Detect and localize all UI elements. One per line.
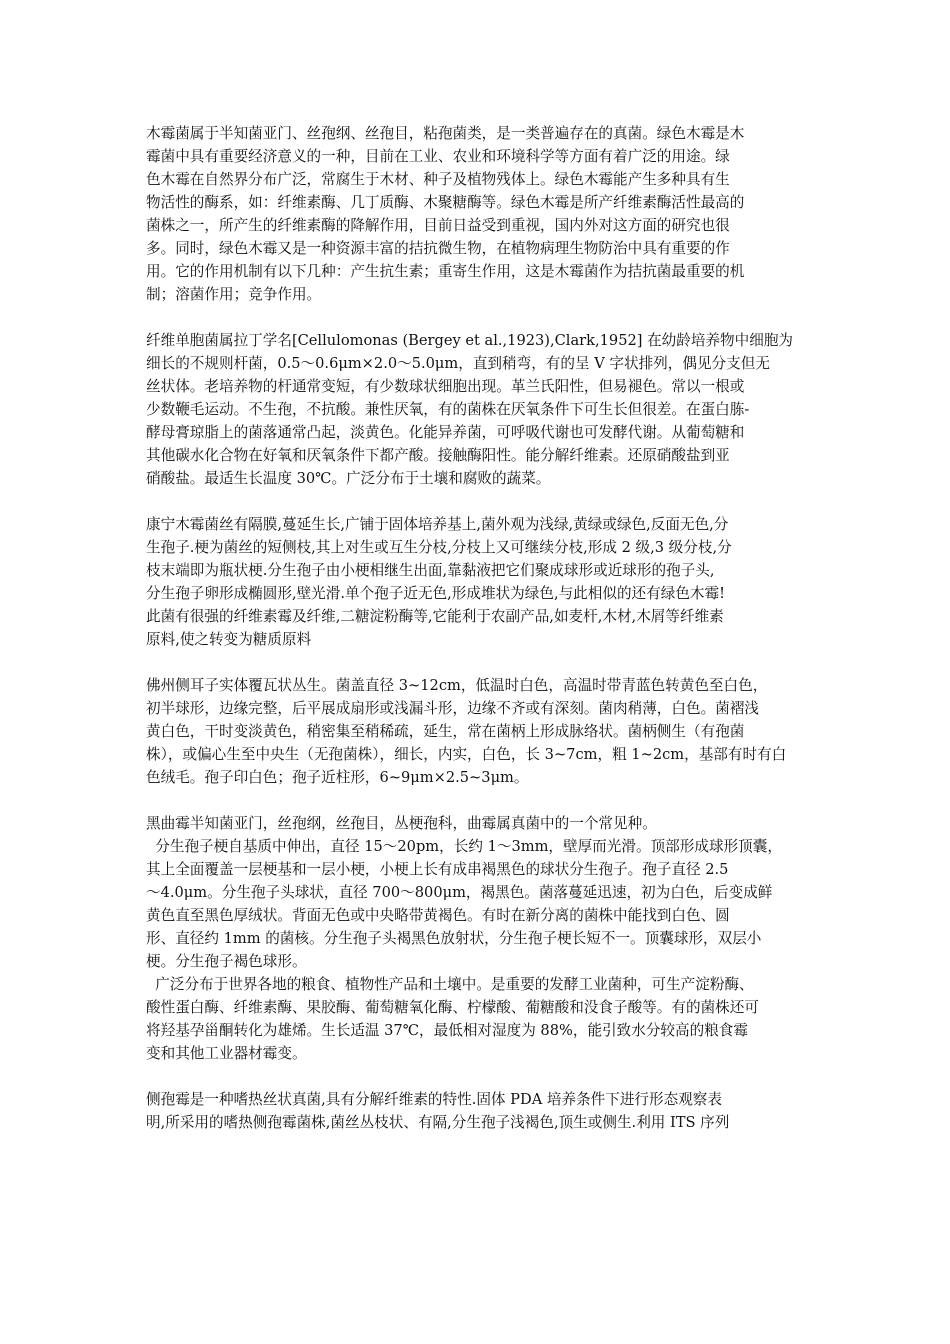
text-line: 多。同时，绿色木霉又是一种资源丰富的拮抗微生物，在植物病理生物防治中具有重要的作 [146,240,730,257]
text-line: 纤维单胞菌属拉丁学名[Cellulomonas (Bergey et al.,1923),Clark,1952] 在幼龄培养物中细胞为 [146,332,794,349]
text-line: 黄色直至黑色厚绒状。背面无色或中央略带黄褐色。有时在新分离的菌株中能找到白色、圆 [146,907,730,924]
text-line: 黄白色，干时变淡黄色，稍密集至稍稀疏，延生，常在菌柄上形成脉络状。菌柄侧生（有孢菌 [146,723,745,740]
paragraph-cellulomonas [146,329,806,490]
paragraph-sporotrichum [146,1088,806,1134]
text-line: 酵母膏琼脂上的菌落通常凸起，淡黄色。化能异养菌，可呼吸代谢也可发酵代谢。从葡萄糖和 [146,424,745,441]
text-line: 少数鞭毛运动。不生孢，不抗酸。兼性厌氧，有的菌株在厌氧条件下可生长但很差。在蛋白胨- [146,401,750,418]
text-line: 色绒毛。孢子印白色；孢子近柱形，6~9μm×2.5~3μm。 [146,769,529,786]
text-line: 侧孢霉是一种嗜热丝状真菌,具有分解纤维素的特性.固体 PDA 培养条件下进行形态观察表 [146,1091,722,1108]
text-line: 霉菌中具有重要经济意义的一种，目前在工业、农业和环境科学等方面有着广泛的用途。绿 [146,148,730,165]
text-line: 分生孢子梗自基质中伸出，直径 15～20pm，长约 1～3mm，壁厚而光滑。顶部形成球形顶囊， [146,838,782,855]
text-line: 细长的不规则杆菌，0.5～0.6μm×2.0～5.0μm，直到稍弯，有的呈 V 字状排列，偶见分支但无 [146,355,770,372]
text-line: 明,所采用的嗜热侧孢霉菌株,菌丝丛枝状、有隔,分生孢子浅褐色,顶生或侧生.利用 ITS 序列 [146,1114,730,1131]
paragraph-pleurotus [146,674,806,789]
document-body [146,122,806,1134]
text-line: 株），或偏心生至中央生（无孢菌株），细长，内实，白色，长 3~7cm，粗 1~2cm，基部有时有白 [146,746,787,763]
text-line: ～4.0μm。分生孢子头球状，直径 700～800μm，褐黑色。菌落蔓延迅速，初为白色，后变成鲜 [146,884,773,901]
text-line: 分生孢子卵形成椭圆形,壁光滑.单个孢子近无色,形成堆状为绿色,与此相似的还有绿色木霉! [146,585,725,602]
text-line: 用。它的作用机制有以下几种：产生抗生素；重寄生作用，这是木霉菌作为拮抗菌最重要的机 [146,263,745,280]
text-line: 黑曲霉半知菌亚门，丝孢纲，丝孢目，丛梗孢科，曲霉属真菌中的一个常见种。 [146,815,657,832]
text-line: 初半球形，边缘完整，后平展成扇形或浅漏斗形，边缘不齐或有深刻。菌肉稍薄，白色。菌褶浅 [146,700,759,717]
text-line: 其他碳水化合物在好氧和厌氧条件下都产酸。接触酶阳性。能分解纤维素。还原硝酸盐到亚 [146,447,730,464]
text-line: 广泛分布于世界各地的粮食、植物性产品和土壤中。是重要的发酵工业菌种，可生产淀粉酶、 [146,976,754,993]
paragraph-trichoderma-koningii [146,513,806,651]
text-line: 菌株之一，所产生的纤维素酶的降解作用，目前日益受到重视，国内外对这方面的研究也很 [146,217,730,234]
text-line: 物活性的酶系，如：纤维素酶、几丁质酶、木聚糖酶等。绿色木霉是所产纤维素酶活性最高的 [146,194,745,211]
text-line: 制；溶菌作用；竞争作用。 [146,286,322,303]
text-line: 康宁木霉菌丝有隔膜,蔓延生长,广铺于固体培养基上,菌外观为浅绿,黄绿或绿色,反面无色,分 [146,516,729,533]
text-line: 形、直径约 1mm 的菌核。分生孢子头褐黑色放射状，分生孢子梗长短不一。顶囊球形，双层小 [146,930,762,947]
text-line: 梗。分生孢子褐色球形。 [146,953,307,970]
text-line: 其上全面覆盖一层梗基和一层小梗，小梗上长有成串褐黑色的球状分生孢子。孢子直径 2.5 [146,861,729,878]
text-line: 原料,使之转变为糖质原料 [146,631,312,648]
text-line: 硝酸盐。最适生长温度 30℃。广泛分布于土壤和腐败的蔬菜。 [146,470,551,487]
text-line: 变和其他工业器材霉变。 [146,1045,307,1062]
text-line: 此菌有很强的纤维素霉及纤维,二糖淀粉酶等,它能利于农副产品,如麦杆,木材,木屑等纤维素 [146,608,724,625]
text-line: 佛州侧耳子实体覆瓦状丛生。菌盖直径 3~12cm，低温时白色，高温时带青蓝色转黄色至白色， [146,677,768,694]
paragraph-aspergillus-niger [146,812,806,1065]
text-line: 木霉菌属于半知菌亚门、丝孢纲、丝孢目，粘孢菌类，是一类普遍存在的真菌。绿色木霉是木 [146,125,745,142]
text-line: 将羟基孕甾酮转化为雄烯。生长适温 37℃，最低相对湿度为 88%，能引致水分较高的粮食霉 [146,1022,748,1039]
text-line: 色木霉在自然界分布广泛，常腐生于木材、种子及植物残体上。绿色木霉能产生多种具有生 [146,171,730,188]
text-line: 酸性蛋白酶、纤维素酶、果胶酶、葡萄糖氧化酶、柠檬酸、葡糖酸和没食子酸等。有的菌株还可 [146,999,759,1016]
paragraph-trichoderma [146,122,806,306]
text-line: 生孢子.梗为菌丝的短侧枝,其上对生或互生分枝,分枝上又可继续分枝,形成 2 级,3 级分枝,分 [146,539,732,556]
text-line: 枝末端即为瓶状梗.分生孢子由小梗相继生出面,靠黏液把它们聚成球形或近球形的孢子头, [146,562,715,579]
text-line: 丝状体。老培养物的杆通常变短，有少数球状细胞出现。革兰氏阳性，但易褪色。常以一根或 [146,378,745,395]
